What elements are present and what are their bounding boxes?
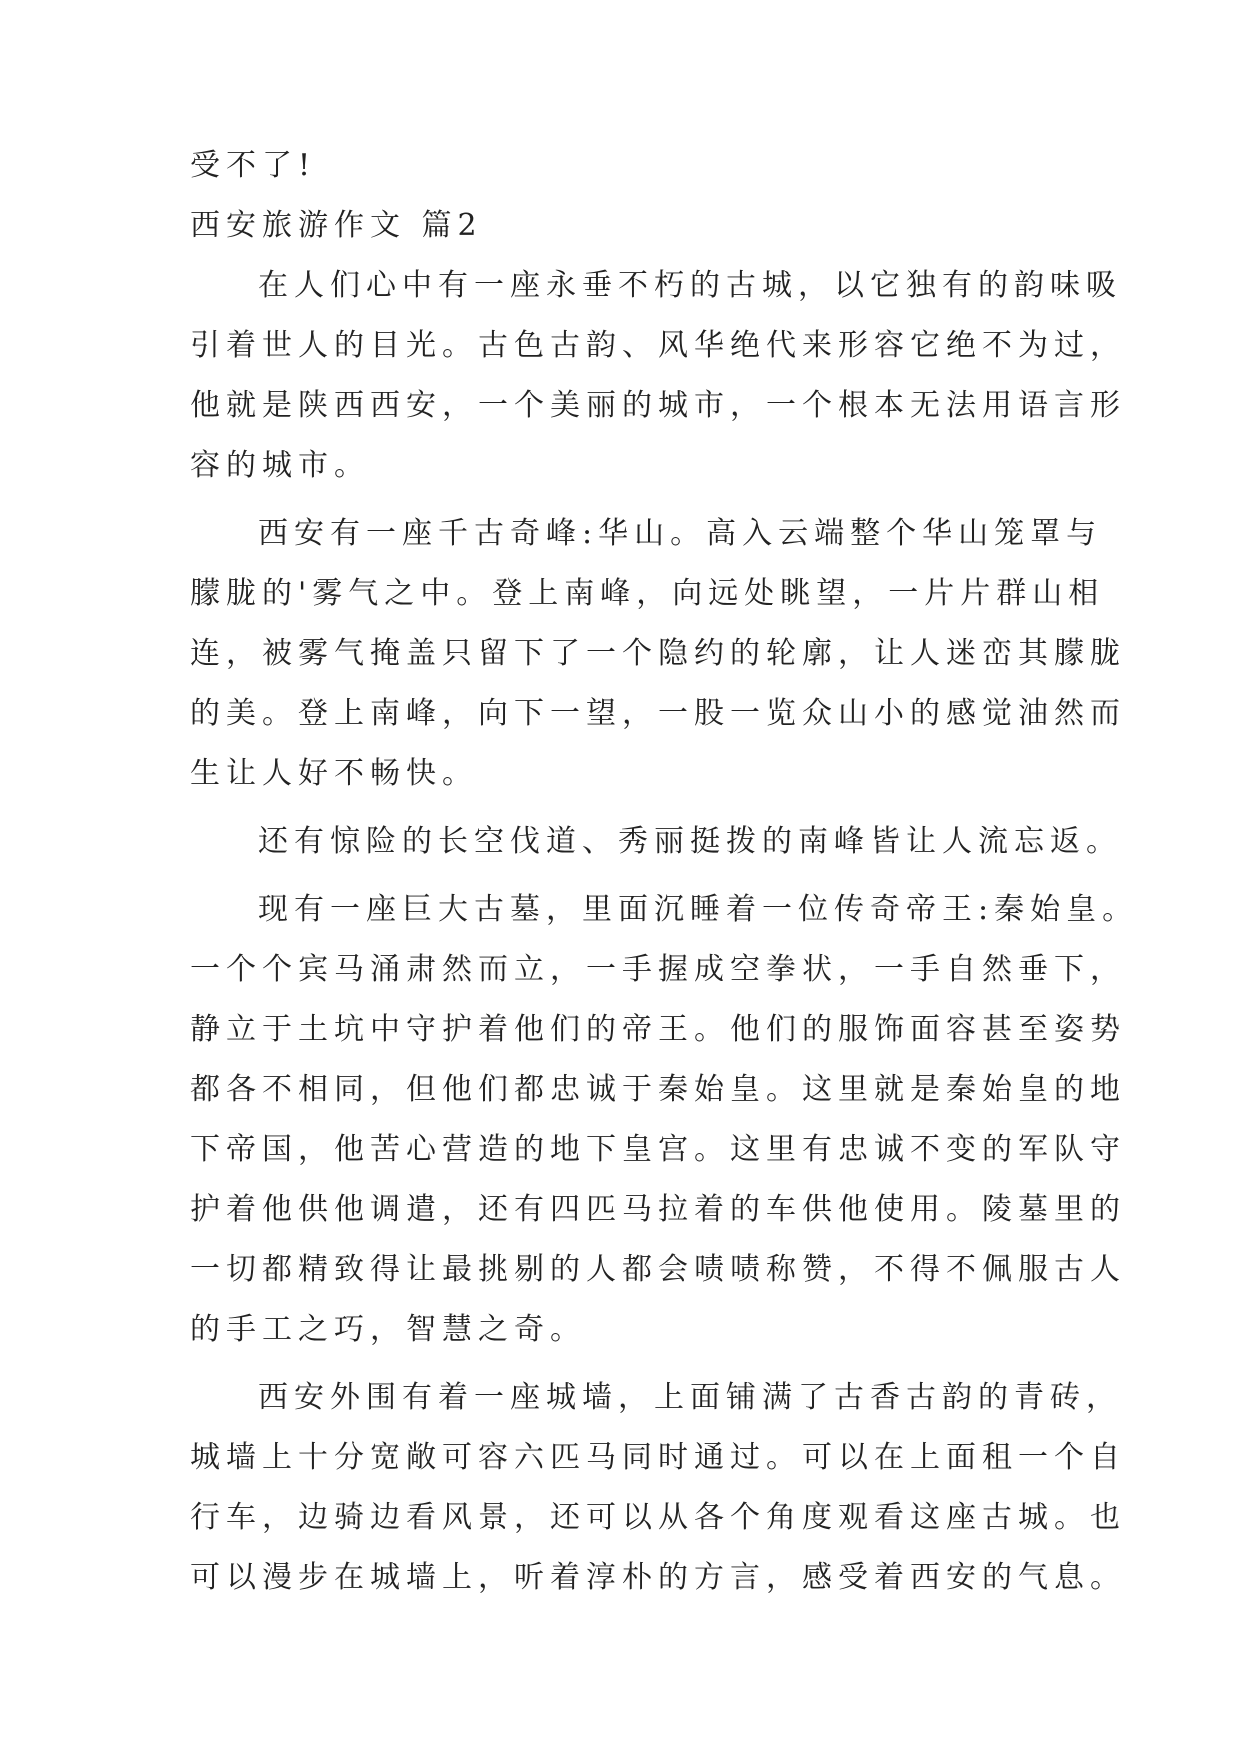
text-line: 受不了! xyxy=(190,148,317,183)
paragraph-line: 现有一座巨大古墓，里面沉睡着一位传奇帝王:秦始皇。 xyxy=(258,892,1139,927)
paragraph-line: 还有惊险的长空伐道、秀丽挺拨的南峰皆让人流忘返。 xyxy=(258,824,1122,859)
paragraph-line: 城墙上十分宽敞可容六匹马同时通过。可以在上面租一个自 xyxy=(190,1440,1126,1475)
paragraph-line: 连，被雾气掩盖只留下了一个隐约的轮廓，让人迷峦其朦胧 xyxy=(190,636,1126,671)
paragraph-line: 西安有一座千古奇峰:华山。高入云端整个华山笼罩与 xyxy=(258,516,1103,551)
paragraph-line: 他就是陕西西安，一个美丽的城市，一个根本无法用语言形 xyxy=(190,388,1126,423)
paragraph-line: 静立于土坑中守护着他们的帝王。他们的服饰面容甚至姿势 xyxy=(190,1012,1126,1047)
paragraph-line: 生让人好不畅快。 xyxy=(190,756,478,791)
paragraph-line: 的美。登上南峰，向下一望，一股一览众山小的感觉油然而 xyxy=(190,696,1126,731)
paragraph-line: 行车，边骑边看风景，还可以从各个角度观看这座古城。也 xyxy=(190,1500,1126,1535)
paragraph-line: 一切都精致得让最挑剔的人都会啧啧称赞，不得不佩服古人 xyxy=(190,1252,1126,1287)
section-heading: 西安旅游作文 篇2 xyxy=(190,208,483,243)
paragraph-line: 引着世人的目光。古色古韵、风华绝代来形容它绝不为过， xyxy=(190,328,1126,363)
paragraph-line: 朦胧的'雾气之中。登上南峰，向远处眺望，一片片群山相 xyxy=(190,576,1105,611)
paragraph-line: 护着他供他调遣，还有四匹马拉着的车供他使用。陵墓里的 xyxy=(190,1192,1126,1227)
paragraph-line: 容的城市。 xyxy=(190,448,370,483)
paragraph-line: 可以漫步在城墙上，听着淳朴的方言，感受着西安的气息。 xyxy=(190,1560,1126,1595)
paragraph-line: 下帝国，他苦心营造的地下皇宫。这里有忠诚不变的军队守 xyxy=(190,1132,1126,1167)
paragraph-line: 一个个宾马涌肃然而立，一手握成空拳状，一手自然垂下， xyxy=(190,952,1126,987)
paragraph-line: 都各不相同，但他们都忠诚于秦始皇。这里就是秦始皇的地 xyxy=(190,1072,1126,1107)
paragraph-line: 的手工之巧，智慧之奇。 xyxy=(190,1312,586,1347)
paragraph-line: 西安外围有着一座城墙，上面铺满了古香古韵的青砖， xyxy=(258,1380,1122,1415)
paragraph-line: 在人们心中有一座永垂不朽的古城，以它独有的韵味吸 xyxy=(258,268,1122,303)
